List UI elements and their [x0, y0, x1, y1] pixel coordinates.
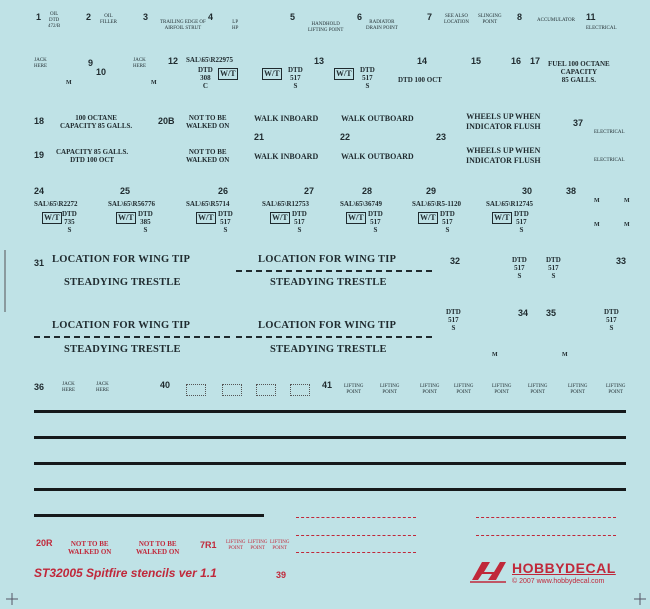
red-dash-2	[476, 517, 616, 518]
stencil-electrical-2: ELECTRICAL	[594, 158, 625, 163]
stencil-wt-box-3: W/T	[336, 69, 352, 78]
brand-copyright: © 2007 www.hobbydecal.com	[512, 578, 605, 585]
stencil-dtd-27: DTD 517 S	[292, 210, 307, 234]
stencil-lift-8: LIFTING POINT	[606, 384, 626, 395]
sheet-title: ST32005 Spitfire stencils ver 1.1	[34, 566, 217, 580]
red-dash-5	[296, 552, 416, 553]
stencil-num-41: 41	[322, 380, 333, 390]
stencil-wt-box-1: W/T	[220, 69, 236, 78]
red-dash-3	[296, 535, 416, 536]
stencil-not-walked-red-2: NOT TO BE WALKED ON	[136, 540, 180, 556]
stencil-wt-30: W/T	[494, 213, 510, 222]
stencil-num-12: 12	[168, 56, 179, 66]
stencil-num-29: 29	[426, 186, 437, 196]
stencil-num-10: 10	[96, 67, 107, 77]
stencil-dtd-29: DTD 517 S	[440, 210, 455, 234]
sheet-rail	[4, 250, 6, 312]
stencil-num-37: 37	[573, 118, 584, 128]
stencil-lift-4: LIFTING POINT	[454, 384, 474, 395]
stencil-location-wing-tip-2: LOCATION FOR WING TIP	[258, 254, 397, 265]
stencil-sal-29: SAL\65\R5-1120	[412, 200, 462, 208]
stencil-num-24: 24	[34, 186, 45, 196]
stencil-tiny-box-4	[290, 384, 310, 396]
stencil-num-14: 14	[417, 56, 428, 66]
stencil-wt-28: W/T	[348, 213, 364, 222]
stencil-num-4: 4	[208, 12, 214, 22]
stencil-wheels-up-1: WHEELS UP WHEN INDICATOR FLUSH	[466, 112, 541, 131]
registration-cross-icon-left	[6, 592, 18, 604]
stencil-tiny-box-2	[222, 384, 242, 396]
stencil-num-8: 8	[517, 12, 523, 22]
stencil-num-39: 39	[276, 570, 287, 580]
stencil-lift-2: LIFTING POINT	[380, 384, 400, 395]
stencil-dtd-26: DTD 517 S	[218, 210, 233, 234]
stencil-m-5: M	[594, 222, 600, 228]
registration-cross-icon-right	[634, 592, 646, 604]
stencil-m-1: M	[66, 80, 72, 86]
stencil-num-9: 9	[88, 58, 94, 68]
stencil-dashed-line-2	[34, 336, 230, 338]
stencil-location-wing-tip-4: LOCATION FOR WING TIP	[258, 320, 397, 331]
stencil-lift-5: LIFTING POINT	[492, 384, 512, 395]
stencil-num-22: 22	[340, 132, 351, 142]
stencil-see-also: SEE ALSO LOCATION	[444, 14, 469, 25]
stencil-tiny-red-1: LIFTING POINT	[226, 540, 246, 551]
stencil-fuel-100-octane: FUEL 100 OCTANE CAPACITY 85 GALLS.	[548, 60, 610, 84]
stencil-dtd-308: DTD 308 C	[198, 66, 213, 90]
stencil-num-18: 18	[34, 116, 45, 126]
hobbydecal-logo-icon	[468, 558, 508, 584]
stencil-num-28: 28	[362, 186, 373, 196]
stencil-wt-29: W/T	[420, 213, 436, 222]
stripe-bar-3	[34, 462, 626, 465]
stencil-location-wing-tip-1: LOCATION FOR WING TIP	[52, 254, 191, 265]
stencil-num-16: 16	[511, 56, 522, 66]
stencil-steadying-trestle-1: STEADYING TRESTLE	[64, 277, 181, 288]
stencil-lp-hp: LP HP	[232, 20, 239, 31]
stencil-lift-6: LIFTING POINT	[528, 384, 548, 395]
stencil-electrical-1: ELECTRICAL	[594, 130, 625, 135]
stencil-oil-dtd: OIL DTD 472/B	[48, 12, 61, 29]
stencil-accumulator: ACCUMULATOR	[537, 18, 575, 23]
stencil-num-31: 31	[34, 258, 45, 268]
stencil-radiator-drain: RADIATOR DRAIN POINT	[366, 20, 398, 31]
stencil-num-7r1: 7R1	[200, 540, 217, 550]
stencil-num-36: 36	[34, 382, 45, 392]
stencil-not-walked-2: NOT TO BE WALKED ON	[186, 148, 230, 164]
red-dash-1	[296, 517, 416, 518]
stencil-num-30: 30	[522, 186, 533, 196]
stencil-not-walked-red-1: NOT TO BE WALKED ON	[68, 540, 112, 556]
stripe-bar-1	[34, 410, 626, 413]
stencil-sal-27: SAL\65\R12753	[262, 200, 310, 208]
stencil-num-34: 34	[518, 308, 529, 318]
stencil-dtd-28: DTD 517 S	[368, 210, 383, 234]
stencil-tiny-red-3: LIFTING POINT	[270, 540, 290, 551]
stencil-jack-here-2: JACK HERE	[133, 58, 147, 69]
stencil-trailing-edge: TRAILING EDGE OF AIRFOIL STRUT	[160, 20, 206, 31]
stencil-num-27: 27	[304, 186, 315, 196]
stencil-num-2: 2	[86, 12, 92, 22]
stencil-wt-box-2: W/T	[264, 69, 280, 78]
stencil-walk-inboard-2: WALK INBOARD	[254, 152, 319, 161]
stencil-num-1: 1	[36, 12, 42, 22]
stencil-num-15: 15	[471, 56, 482, 66]
stencil-num-23: 23	[436, 132, 447, 142]
stencil-num-6: 6	[357, 12, 363, 22]
stencil-num-25: 25	[120, 186, 131, 196]
stencil-lift-1: LIFTING POINT	[344, 384, 364, 395]
stencil-dtd-24: DTD 735 S	[62, 210, 77, 234]
stencil-sal-22975: SAL\65\R22975	[186, 56, 234, 64]
stencil-num-40: 40	[160, 380, 171, 390]
stencil-wt-24: W/T	[44, 213, 60, 222]
stencil-num-13: 13	[314, 56, 325, 66]
stencil-location-wing-tip-3: LOCATION FOR WING TIP	[52, 320, 191, 331]
stencil-wt-26: W/T	[198, 213, 214, 222]
stencil-dtd-517-b: DTD 517 S	[360, 66, 375, 90]
stencil-num-33: 33	[616, 256, 627, 266]
brand-name: HOBBYDECAL	[512, 560, 616, 576]
stencil-m-2: M	[151, 80, 157, 86]
stencil-walk-inboard-1: WALK INBOARD	[254, 114, 319, 123]
stencil-slinging: SLINGING POINT	[478, 14, 502, 25]
stencil-dashed-line-3	[236, 336, 432, 338]
stencil-lift-3: LIFTING POINT	[420, 384, 440, 395]
stencil-wt-27: W/T	[272, 213, 288, 222]
stencil-dtd-100-oct: DTD 100 OCT	[398, 76, 442, 84]
stencil-num-3: 3	[143, 12, 149, 22]
stencil-num-19: 19	[34, 150, 45, 160]
stencil-m-6: M	[624, 222, 630, 228]
stripe-bar-4	[34, 488, 626, 491]
stencil-dtd-34-a: DTD 517 S	[446, 308, 461, 332]
stencil-m-4: M	[624, 198, 630, 204]
stencil-wt-25: W/T	[118, 213, 134, 222]
stencil-electrical-top: ELECTRICAL	[586, 26, 617, 31]
stencil-sal-24: SAL\65\R2272	[34, 200, 78, 208]
stencil-sal-30: SAL\65\R12745	[486, 200, 534, 208]
stencil-oil-filler: OIL FILLER	[100, 14, 117, 25]
stencil-wheels-up-2: WHEELS UP WHEN INDICATOR FLUSH	[466, 146, 541, 165]
stencil-dtd-30: DTD 517 S	[514, 210, 529, 234]
stencil-num-20r: 20R	[36, 538, 53, 548]
stencil-num-26: 26	[218, 186, 229, 196]
stencil-steadying-trestle-2: STEADYING TRESTLE	[270, 277, 387, 288]
stencil-dtd-25: DTD 385 S	[138, 210, 153, 234]
stencil-num-17: 17	[530, 56, 541, 66]
stencil-m-8: M	[562, 352, 568, 358]
stencil-m-3: M	[594, 198, 600, 204]
stencil-dashed-line-1	[236, 270, 432, 272]
stencil-num-38: 38	[566, 186, 577, 196]
stencil-capacity-85: CAPACITY 85 GALLS. DTD 100 OCT	[56, 148, 129, 164]
stencil-dtd-517-a: DTD 517 S	[288, 66, 303, 90]
stencil-not-walked-1: NOT TO BE WALKED ON	[186, 114, 230, 130]
stencil-100-octane: 100 OCTANE CAPACITY 85 GALLS.	[60, 114, 133, 130]
stencil-jack-here-4: JACK HERE	[96, 382, 110, 393]
stripe-bar-5	[34, 514, 264, 517]
stencil-walk-outboard-1: WALK OUTBOARD	[341, 114, 414, 123]
stencil-dtd-32-b: DTD 517 S	[546, 256, 561, 280]
stencil-walk-outboard-2: WALK OUTBOARD	[341, 152, 414, 161]
stencil-jack-here-3: JACK HERE	[62, 382, 76, 393]
stencil-steadying-trestle-3: STEADYING TRESTLE	[64, 344, 181, 355]
stencil-num-5: 5	[290, 12, 296, 22]
stripe-bar-2	[34, 436, 626, 439]
stencil-num-21: 21	[254, 132, 265, 142]
stencil-num-35: 35	[546, 308, 557, 318]
stencil-num-7: 7	[427, 12, 433, 22]
stencil-sal-26: SAL\65\R5714	[186, 200, 230, 208]
stencil-tiny-box-1	[186, 384, 206, 396]
stencil-dtd-35: DTD 517 S	[604, 308, 619, 332]
stencil-lift-7: LIFTING POINT	[568, 384, 588, 395]
stencil-num-32: 32	[450, 256, 461, 266]
stencil-m-7: M	[492, 352, 498, 358]
stencil-sal-28: SAL\65\36749	[340, 200, 383, 208]
stencil-sal-25: SAL\65\R56776	[108, 200, 156, 208]
red-dash-4	[476, 535, 616, 536]
stencil-handhold: HANDHOLD LIFTING POINT	[308, 22, 344, 33]
stencil-num-11: 11	[586, 12, 596, 22]
stencil-steadying-trestle-4: STEADYING TRESTLE	[270, 344, 387, 355]
stencil-tiny-red-2: LIFTING POINT	[248, 540, 268, 551]
stencil-tiny-box-3	[256, 384, 276, 396]
stencil-dtd-32-a: DTD 517 S	[512, 256, 527, 280]
stencil-jack-here-1: JACK HERE	[34, 58, 48, 69]
stencil-num-20b: 20B	[158, 116, 175, 126]
